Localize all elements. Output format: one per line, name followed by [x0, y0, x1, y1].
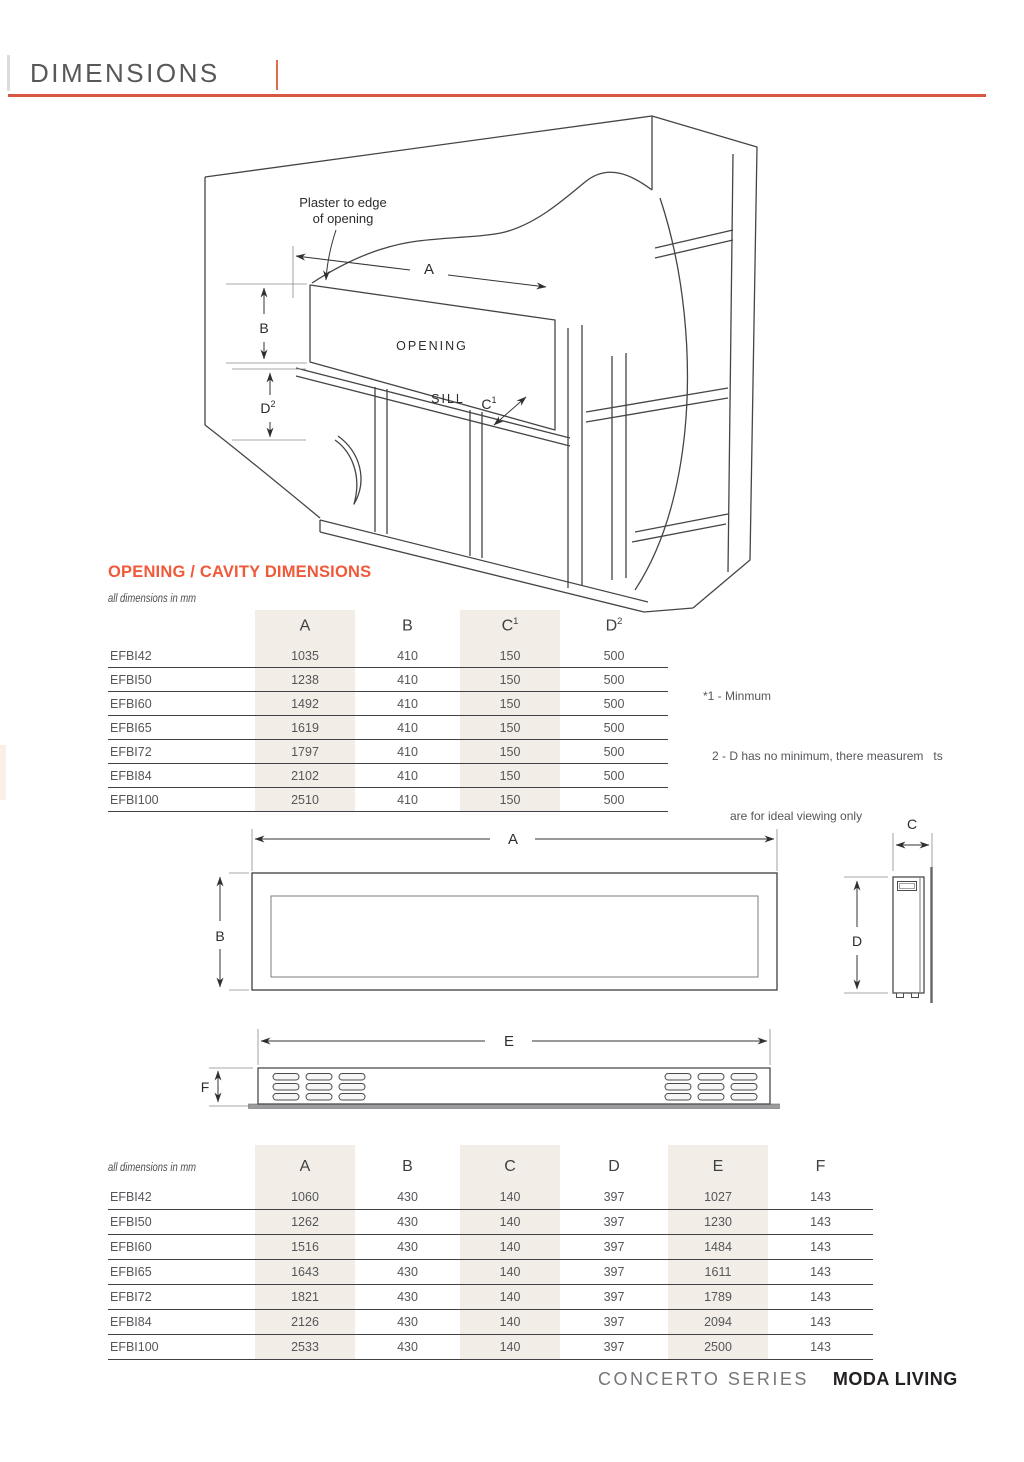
value-cell: 500 — [560, 644, 668, 668]
value-cell: 2500 — [668, 1335, 768, 1360]
value-cell: 2094 — [668, 1310, 768, 1335]
unit-front-side-diagram — [185, 815, 960, 1015]
value-cell: 397 — [560, 1210, 668, 1235]
value-cell: 430 — [355, 1260, 460, 1285]
studs-below-opening — [375, 387, 482, 558]
cavity-table-wrap — [108, 610, 668, 812]
plaster-note-line1: Plaster to edge — [299, 195, 387, 210]
table-row — [108, 1260, 873, 1285]
value-cell: 397 — [560, 1185, 668, 1210]
plaster-curl — [335, 436, 361, 504]
model-cell: EFBI65 — [108, 716, 255, 740]
vent-slot — [665, 1074, 691, 1081]
value-cell: 500 — [560, 716, 668, 740]
unit-header-row — [108, 1145, 873, 1185]
a-arrow-left — [296, 256, 410, 270]
value-cell: 150 — [460, 692, 560, 716]
vent-slot — [273, 1084, 299, 1091]
value-cell: 143 — [768, 1235, 873, 1260]
left-edge-tick — [7, 55, 10, 91]
value-cell: 140 — [460, 1235, 560, 1260]
value-cell: 2510 — [255, 788, 355, 812]
value-cell: 1060 — [255, 1185, 355, 1210]
dim-c-label — [481, 395, 496, 412]
vent-slot — [339, 1084, 365, 1091]
value-cell: 2126 — [255, 1310, 355, 1335]
table-row — [108, 1235, 873, 1260]
dim-f-label: F — [200, 1079, 210, 1095]
value-cell: 1238 — [255, 668, 355, 692]
value-cell: 143 — [768, 1260, 873, 1285]
cavity-col-a: A — [299, 617, 311, 634]
unit-bottom-diagram — [185, 1025, 985, 1120]
value-cell: 140 — [460, 1285, 560, 1310]
vent-slot — [698, 1094, 724, 1101]
table-row — [108, 740, 668, 764]
table-row — [108, 764, 668, 788]
dim-d-label — [260, 399, 275, 416]
value-cell: 1484 — [668, 1235, 768, 1260]
value-cell: 500 — [560, 788, 668, 812]
side-foot-left — [897, 993, 904, 998]
table-row — [108, 716, 668, 740]
vent-slot — [306, 1084, 332, 1091]
value-cell: 1027 — [668, 1185, 768, 1210]
dim-c-sup: 1 — [491, 395, 497, 405]
model-cell: EFBI50 — [108, 668, 255, 692]
value-cell: 397 — [560, 1285, 668, 1310]
value-cell: 500 — [560, 692, 668, 716]
cavity-col-c: $C^1$ — [501, 615, 519, 634]
value-cell: 410 — [355, 668, 460, 692]
value-cell: 143 — [768, 1335, 873, 1360]
table-row — [108, 1210, 873, 1235]
vent-slot — [306, 1074, 332, 1081]
wall-right-inner-edge — [728, 154, 733, 572]
dimension-arrows — [220, 839, 929, 989]
bottom-plate — [320, 520, 693, 612]
dim-d-letter: D — [260, 400, 271, 416]
sill-lines — [296, 368, 570, 446]
base-flange — [249, 1104, 780, 1109]
value-cell: 1821 — [255, 1285, 355, 1310]
series-name: CONCERTO SERIES — [598, 1369, 809, 1389]
value-cell: 2533 — [255, 1335, 355, 1360]
value-cell: 1619 — [255, 716, 355, 740]
table-row — [108, 644, 668, 668]
cavity-header-empty — [108, 610, 255, 644]
unit-table-wrap — [108, 1145, 873, 1360]
value-cell: 1516 — [255, 1235, 355, 1260]
front-glass-inset — [271, 896, 758, 977]
value-cell: 140 — [460, 1185, 560, 1210]
value-cell: 140 — [460, 1260, 560, 1285]
value-cell: 140 — [460, 1310, 560, 1335]
model-cell: EFBI65 — [108, 1260, 255, 1285]
table-row — [108, 692, 668, 716]
dim-b-label: B — [215, 928, 225, 944]
model-cell: EFBI72 — [108, 740, 255, 764]
witness-lines — [229, 829, 932, 993]
sill-label: SILL — [431, 392, 465, 406]
value-cell: 143 — [768, 1185, 873, 1210]
model-cell: EFBI50 — [108, 1210, 255, 1235]
torn-plaster-upper-curve — [312, 172, 652, 283]
cavity-col-d: $D^2$ — [605, 615, 623, 634]
brand-name: MODA LIVING — [832, 1369, 958, 1389]
vent-slot — [698, 1074, 724, 1081]
value-cell: 143 — [768, 1310, 873, 1335]
torn-plaster-lower-curve — [205, 425, 320, 518]
studs-right — [568, 325, 626, 588]
model-cell: EFBI100 — [108, 788, 255, 812]
value-cell: 397 — [560, 1260, 668, 1285]
dim-e-label: E — [503, 1033, 515, 1050]
plaster-note-arrow — [326, 230, 336, 280]
value-cell: 150 — [460, 716, 560, 740]
unit-col-a: A — [299, 1158, 311, 1175]
vent-slot — [306, 1094, 332, 1101]
value-cell: 410 — [355, 644, 460, 668]
model-cell: EFBI60 — [108, 1235, 255, 1260]
dim-c-letter: C — [481, 396, 492, 412]
unit-col-e: E — [712, 1158, 724, 1175]
table-row — [108, 668, 668, 692]
front-view — [252, 873, 777, 990]
opening-outline — [310, 285, 555, 430]
footnote-1: *1 - Minmum — [703, 689, 772, 703]
table-row — [108, 1185, 873, 1210]
value-cell: 150 — [460, 740, 560, 764]
value-cell: 397 — [560, 1335, 668, 1360]
value-cell: 1492 — [255, 692, 355, 716]
unit-units-note: all dimensions in mm — [108, 1162, 197, 1174]
value-cell: 430 — [355, 1310, 460, 1335]
model-cell: EFBI100 — [108, 1335, 255, 1360]
table-row — [108, 788, 668, 812]
page-title: DIMENSIONS — [30, 58, 220, 88]
cavity-table — [108, 610, 668, 812]
value-cell: 150 — [460, 668, 560, 692]
unit-table — [108, 1145, 873, 1360]
table-row — [108, 1310, 873, 1335]
model-cell: EFBI42 — [108, 1185, 255, 1210]
side-foot-right — [912, 993, 919, 998]
side-body — [893, 877, 924, 993]
value-cell: 150 — [460, 764, 560, 788]
value-cell: 1789 — [668, 1285, 768, 1310]
value-cell: 140 — [460, 1210, 560, 1235]
vent-slot — [731, 1074, 757, 1081]
value-cell: 410 — [355, 764, 460, 788]
unit-units-note-cell — [108, 1145, 255, 1185]
side-view — [893, 867, 932, 1003]
unit-col-c: C — [504, 1158, 516, 1175]
value-cell: 430 — [355, 1335, 460, 1360]
value-cell: 1797 — [255, 740, 355, 764]
value-cell: 1230 — [668, 1210, 768, 1235]
vent-slot — [731, 1094, 757, 1101]
unit-col-f: F — [815, 1158, 826, 1175]
vent-slot — [339, 1094, 365, 1101]
footnote-2: 2 - D has no minimum, there measurem ts — [712, 749, 943, 763]
blocking-top — [655, 230, 733, 258]
value-cell: 150 — [460, 644, 560, 668]
footer — [598, 1369, 958, 1390]
value-cell: 2102 — [255, 764, 355, 788]
cavity-col-b: B — [402, 617, 413, 634]
title-rule — [8, 94, 986, 97]
vent-slot — [273, 1074, 299, 1081]
model-cell: EFBI84 — [108, 1310, 255, 1335]
value-cell: 430 — [355, 1285, 460, 1310]
wall-cutaway-diagram — [180, 100, 800, 620]
value-cell: 410 — [355, 716, 460, 740]
value-cell: 1262 — [255, 1210, 355, 1235]
model-cell: EFBI84 — [108, 764, 255, 788]
unit-col-b: B — [402, 1158, 413, 1175]
left-edge-smudge — [0, 745, 6, 800]
bottom-view — [249, 1068, 780, 1109]
footnote-2-cont: are for ideal viewing only — [730, 809, 863, 823]
value-cell: 397 — [560, 1310, 668, 1335]
blocking-middle — [586, 388, 728, 422]
b-witness-ticks — [229, 873, 249, 990]
cavity-header-row — [108, 610, 668, 644]
vent-slot — [698, 1084, 724, 1091]
wall-structure-sketch — [205, 116, 757, 612]
value-cell: 140 — [460, 1335, 560, 1360]
dim-b-label: B — [259, 320, 269, 336]
dim-d-label: D — [851, 933, 863, 949]
dim-d-sup: 2 — [270, 399, 276, 409]
model-cell: EFBI42 — [108, 644, 255, 668]
value-cell: 430 — [355, 1185, 460, 1210]
f-witness-ticks — [209, 1068, 253, 1106]
value-cell: 410 — [355, 788, 460, 812]
dim-c-label: C — [906, 816, 918, 832]
cavity-section-heading: OPENING / CAVITY DIMENSIONS — [108, 563, 372, 581]
value-cell: 143 — [768, 1285, 873, 1310]
value-cell: 397 — [560, 1235, 668, 1260]
a-arrow-right — [448, 275, 546, 287]
title-separator-bar — [276, 60, 278, 90]
vent-slot — [339, 1074, 365, 1081]
value-cell: 150 — [460, 788, 560, 812]
value-cell: 1643 — [255, 1260, 355, 1285]
model-cell: EFBI72 — [108, 1285, 255, 1310]
value-cell: 1611 — [668, 1260, 768, 1285]
vent-slot — [665, 1084, 691, 1091]
table-row — [108, 1285, 873, 1310]
value-cell: 430 — [355, 1210, 460, 1235]
vent-slot — [273, 1094, 299, 1101]
dim-a-label: A — [507, 831, 519, 848]
value-cell: 500 — [560, 764, 668, 788]
vent-slot — [731, 1084, 757, 1091]
opening-label: OPENING — [396, 339, 468, 353]
plaster-note-line2: of opening — [312, 211, 374, 226]
blocking-lower — [632, 514, 728, 542]
value-cell: 143 — [768, 1210, 873, 1235]
bottom-body — [258, 1068, 770, 1104]
d-witness-ticks — [844, 877, 888, 993]
value-cell: 500 — [560, 740, 668, 764]
model-cell: EFBI60 — [108, 692, 255, 716]
front-outer-frame — [252, 873, 777, 990]
value-cell: 430 — [355, 1235, 460, 1260]
value-cell: 500 — [560, 668, 668, 692]
value-cell: 410 — [355, 692, 460, 716]
vent-slot — [665, 1094, 691, 1101]
value-cell: 410 — [355, 740, 460, 764]
c-witness-lines — [893, 833, 932, 871]
dim-a-label: A — [423, 261, 435, 278]
cavity-units-note: all dimensions in mm — [108, 593, 197, 605]
value-cell: 1035 — [255, 644, 355, 668]
unit-col-d: D — [608, 1158, 620, 1175]
table-row — [108, 1335, 873, 1360]
